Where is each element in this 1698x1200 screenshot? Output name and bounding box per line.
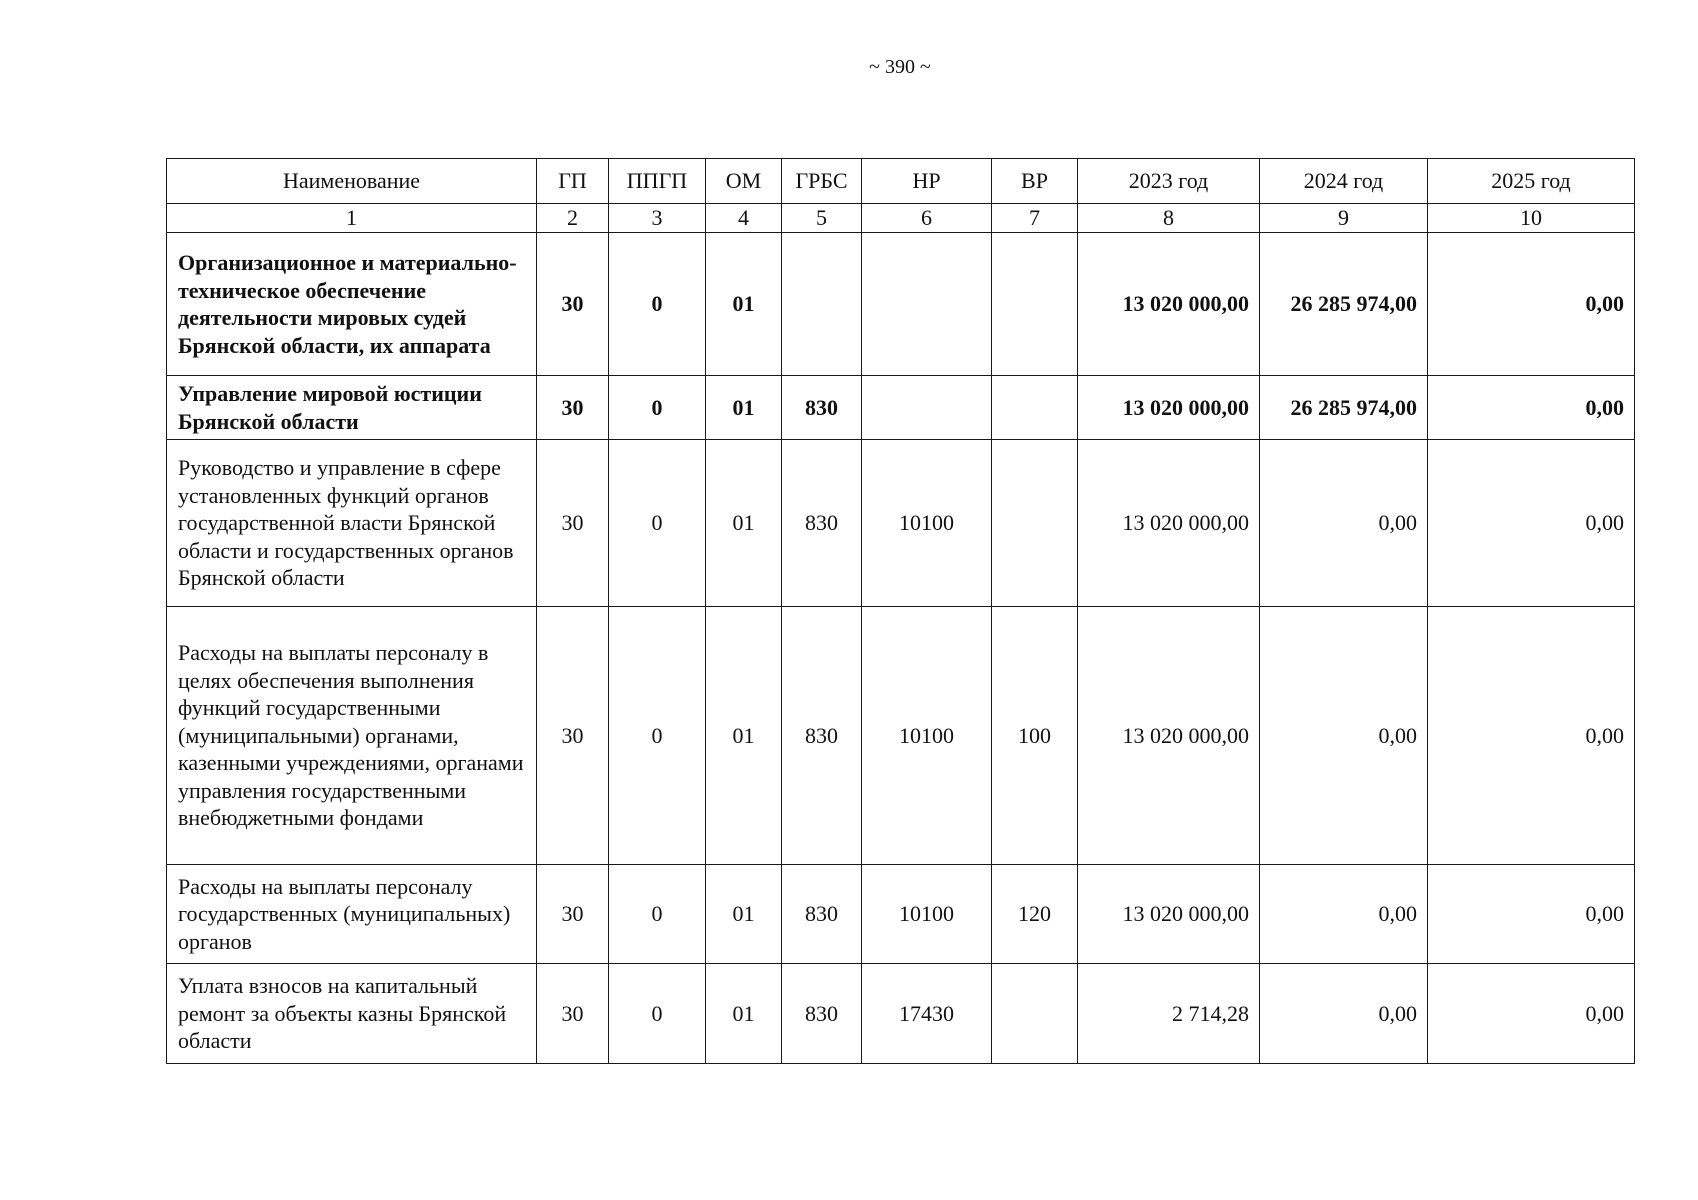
table-row <box>167 964 1635 1064</box>
column-number: 5 <box>782 204 862 233</box>
cell-vr <box>992 233 1078 376</box>
cell-gp: 30 <box>537 964 609 1064</box>
table-row <box>167 376 1635 440</box>
header-nr: НР <box>862 159 992 204</box>
cell-nr: 17430 <box>862 964 992 1064</box>
cell-nr: 10100 <box>862 607 992 865</box>
cell-nr <box>862 376 992 440</box>
cell-ppgp: 0 <box>609 233 706 376</box>
cell-2023: 13 020 000,00 <box>1078 607 1260 865</box>
column-number-row <box>167 204 1635 233</box>
cell-nr <box>862 233 992 376</box>
column-number: 4 <box>706 204 782 233</box>
cell-2024: 0,00 <box>1260 865 1428 964</box>
cell-2023: 13 020 000,00 <box>1078 233 1260 376</box>
header-vr: ВР <box>992 159 1078 204</box>
cell-2025: 0,00 <box>1428 607 1635 865</box>
column-number: 8 <box>1078 204 1260 233</box>
cell-2025: 0,00 <box>1428 964 1635 1064</box>
cell-nr: 10100 <box>862 440 992 607</box>
table-row <box>167 865 1635 964</box>
cell-grbs: 830 <box>782 964 862 1064</box>
header-name: Наименование <box>167 159 537 204</box>
cell-om: 01 <box>706 233 782 376</box>
cell-2024: 26 285 974,00 <box>1260 233 1428 376</box>
row-name: Организационное и материально-техническое обеспечение деятельности мировых судей Брянской области, их аппарата <box>167 233 537 376</box>
cell-om: 01 <box>706 607 782 865</box>
column-number: 10 <box>1428 204 1635 233</box>
cell-vr <box>992 376 1078 440</box>
table-row <box>167 233 1635 376</box>
cell-2025: 0,00 <box>1428 233 1635 376</box>
header-2024: 2024 год <box>1260 159 1428 204</box>
cell-vr: 120 <box>992 865 1078 964</box>
column-number: 9 <box>1260 204 1428 233</box>
table-row <box>167 607 1635 865</box>
cell-ppgp: 0 <box>609 964 706 1064</box>
cell-grbs: 830 <box>782 865 862 964</box>
cell-2025: 0,00 <box>1428 440 1635 607</box>
cell-vr <box>992 964 1078 1064</box>
budget-table <box>166 158 1635 1064</box>
column-number: 1 <box>167 204 537 233</box>
cell-vr: 100 <box>992 607 1078 865</box>
column-number: 7 <box>992 204 1078 233</box>
cell-2023: 13 020 000,00 <box>1078 376 1260 440</box>
cell-gp: 30 <box>537 607 609 865</box>
cell-gp: 30 <box>537 865 609 964</box>
column-number: 3 <box>609 204 706 233</box>
header-2023: 2023 год <box>1078 159 1260 204</box>
row-name: Уплата взносов на капитальный ремонт за объекты казны Брянской области <box>167 964 537 1064</box>
cell-grbs: 830 <box>782 376 862 440</box>
row-name: Руководство и управление в сфере установленных функций органов государственной власти Брянской области и государственных органов Брянской области <box>167 440 537 607</box>
cell-ppgp: 0 <box>609 607 706 865</box>
cell-2023: 13 020 000,00 <box>1078 865 1260 964</box>
cell-2024: 26 285 974,00 <box>1260 376 1428 440</box>
cell-om: 01 <box>706 376 782 440</box>
table-row <box>167 440 1635 607</box>
cell-2025: 0,00 <box>1428 376 1635 440</box>
cell-gp: 30 <box>537 376 609 440</box>
header-row <box>167 159 1635 204</box>
cell-ppgp: 0 <box>609 376 706 440</box>
cell-gp: 30 <box>537 233 609 376</box>
page-number: ~ 390 ~ <box>869 56 931 78</box>
column-number: 2 <box>537 204 609 233</box>
cell-om: 01 <box>706 865 782 964</box>
cell-grbs <box>782 233 862 376</box>
column-number: 6 <box>862 204 992 233</box>
cell-ppgp: 0 <box>609 865 706 964</box>
cell-2024: 0,00 <box>1260 964 1428 1064</box>
cell-om: 01 <box>706 964 782 1064</box>
cell-gp: 30 <box>537 440 609 607</box>
cell-grbs: 830 <box>782 440 862 607</box>
row-name: Расходы на выплаты персоналу в целях обеспечения выполнения функций государственными (муниципальными) органами, казенными учреждениями, органами управления государственными внебюджетными фондами <box>167 607 537 865</box>
header-grbs: ГРБС <box>782 159 862 204</box>
header-ppgp: ППГП <box>609 159 706 204</box>
cell-2024: 0,00 <box>1260 440 1428 607</box>
cell-ppgp: 0 <box>609 440 706 607</box>
cell-vr <box>992 440 1078 607</box>
cell-2023: 13 020 000,00 <box>1078 440 1260 607</box>
cell-grbs: 830 <box>782 607 862 865</box>
cell-nr: 10100 <box>862 865 992 964</box>
cell-2025: 0,00 <box>1428 865 1635 964</box>
cell-2024: 0,00 <box>1260 607 1428 865</box>
row-name: Управление мировой юстиции Брянской области <box>167 376 537 440</box>
cell-2023: 2 714,28 <box>1078 964 1260 1064</box>
header-2025: 2025 год <box>1428 159 1635 204</box>
cell-om: 01 <box>706 440 782 607</box>
header-om: ОМ <box>706 159 782 204</box>
row-name: Расходы на выплаты персоналу государственных (муниципальных) органов <box>167 865 537 964</box>
header-gp: ГП <box>537 159 609 204</box>
